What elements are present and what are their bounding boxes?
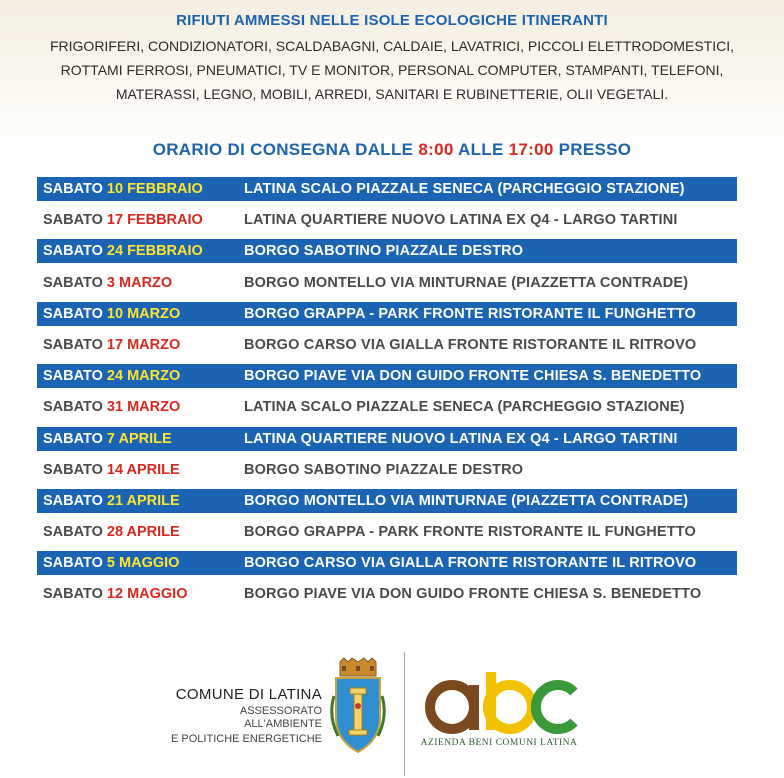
schedule-date-value: 28 APRILE: [106, 524, 180, 541]
comune-name: COMUNE DI LATINA: [175, 686, 322, 703]
schedule-day: SABATO: [43, 274, 103, 291]
schedule-row: [37, 489, 737, 513]
opening-hours-heading: [0, 140, 784, 160]
schedule-day: SABATO: [43, 461, 103, 478]
schedule-date: [43, 427, 172, 451]
schedule-date: [43, 582, 188, 606]
footer: [0, 650, 784, 778]
orario-middle: ALLE: [458, 140, 504, 159]
schedule-date-value: 24 MARZO: [106, 368, 181, 385]
schedule-date-value: 10 FEBBRAIO: [106, 181, 203, 197]
abc-logo: [420, 672, 580, 742]
schedule-row: [37, 271, 737, 295]
abc-caption: AZIENDA BENI COMUNI LATINA: [420, 738, 578, 748]
schedule-date-value: 17 FEBBRAIO: [106, 212, 203, 229]
schedule-row: [37, 333, 737, 357]
schedule-place: BORGO GRAPPA - PARK FRONTE RISTORANTE IL FUNGHETTO: [244, 305, 696, 322]
schedule-date: [43, 239, 203, 263]
schedule-place: LATINA QUARTIERE NUOVO LATINA EX Q4 - LARGO TARTINI: [244, 212, 678, 229]
schedule-day: SABATO: [43, 212, 103, 229]
schedule-date: [43, 271, 172, 295]
schedule-day: SABATO: [43, 586, 103, 603]
schedule-table: [37, 177, 737, 614]
schedule-row: [37, 395, 737, 419]
schedule-date-value: 7 APRILE: [106, 430, 172, 447]
schedule-date: [43, 177, 203, 201]
schedule-row: [37, 239, 737, 263]
waste-list-line-1: FRIGORIFERI, CONDIZIONATORI, SCALDABAGNI, CALDAIE, LAVATRICI, PICCOLI ELETTRODOMESTICI,: [49, 38, 735, 54]
schedule-row: [37, 177, 737, 201]
schedule-day: SABATO: [43, 243, 103, 260]
schedule-day: SABATO: [43, 492, 103, 509]
schedule-date-value: 17 MARZO: [106, 336, 181, 353]
schedule-place: BORGO MONTELLO VIA MINTURNAE (PIAZZETTA CONTRADE): [244, 492, 689, 509]
schedule-place: BORGO GRAPPA - PARK FRONTE RISTORANTE IL FUNGHETTO: [244, 524, 696, 541]
schedule-date-value: 31 MARZO: [106, 399, 181, 416]
schedule-row: [37, 458, 737, 482]
schedule-place: BORGO PIAVE VIA DON GUIDO FRONTE CHIESA S. BENEDETTO: [244, 368, 702, 385]
header-title: RIFIUTI AMMESSI NELLE ISOLE ECOLOGICHE ITINERANTI: [176, 12, 608, 29]
schedule-day: SABATO: [43, 368, 103, 385]
waste-list-line-3: MATERASSI, LEGNO, MOBILI, ARREDI, SANITARI E RUBINETTERIE, OLII VEGETALI.: [115, 86, 669, 102]
schedule-place: LATINA SCALO PIAZZALE SENECA (PARCHEGGIO STAZIONE): [244, 181, 685, 197]
schedule-day: SABATO: [43, 524, 103, 541]
schedule-date: [43, 364, 180, 388]
schedule-date: [43, 489, 180, 513]
schedule-place: BORGO CARSO VIA GIALLA FRONTE RISTORANTE IL RITROVO: [244, 336, 697, 353]
schedule-row: [37, 582, 737, 606]
schedule-day: SABATO: [43, 336, 103, 353]
schedule-row: [37, 302, 737, 326]
orario-suffix: PRESSO: [558, 140, 632, 159]
schedule-place: BORGO SABOTINO PIAZZALE DESTRO: [244, 243, 524, 260]
comune-department-2: E POLITICHE ENERGETICHE: [171, 733, 322, 745]
schedule-row: [37, 364, 737, 388]
schedule-day: SABATO: [43, 430, 103, 447]
schedule-row: [37, 208, 737, 232]
schedule-place: LATINA SCALO PIAZZALE SENECA (PARCHEGGIO STAZIONE): [244, 399, 685, 416]
schedule-date-value: 10 MARZO: [106, 305, 181, 322]
comune-block: [160, 686, 322, 746]
latina-crest-icon: [330, 656, 386, 756]
schedule-day: SABATO: [43, 305, 103, 322]
schedule-date: [43, 520, 180, 544]
schedule-place: BORGO PIAVE VIA DON GUIDO FRONTE CHIESA S. BENEDETTO: [244, 586, 702, 603]
schedule-row: [37, 551, 737, 575]
schedule-day: SABATO: [43, 181, 103, 197]
schedule-place: BORGO CARSO VIA GIALLA FRONTE RISTORANTE IL RITROVO: [244, 555, 697, 572]
header: [0, 8, 784, 106]
schedule-date: [43, 551, 179, 575]
schedule-date-value: 12 MAGGIO: [106, 586, 188, 603]
orario-end-time: 17:00: [508, 140, 554, 159]
schedule-row: [37, 427, 737, 451]
schedule-date: [43, 302, 180, 326]
schedule-date: [43, 395, 180, 419]
waste-list-line-2: ROTTAMI FERROSI, PNEUMATICI, TV E MONITOR, PERSONAL COMPUTER, STAMPANTI, TELEFONI,: [60, 62, 724, 78]
schedule-date: [43, 458, 180, 482]
schedule-day: SABATO: [43, 555, 103, 572]
schedule-place: BORGO MONTELLO VIA MINTURNAE (PIAZZETTA CONTRADE): [244, 274, 689, 291]
orario-prefix: ORARIO DI CONSEGNA DALLE: [152, 140, 414, 159]
schedule-date-value: 5 MAGGIO: [106, 555, 180, 572]
schedule-date-value: 24 FEBBRAIO: [106, 243, 203, 260]
schedule-date-value: 14 APRILE: [106, 461, 180, 478]
schedule-date: [43, 208, 203, 232]
schedule-row: [37, 520, 737, 544]
schedule-place: BORGO SABOTINO PIAZZALE DESTRO: [244, 461, 524, 478]
schedule-date-value: 21 APRILE: [106, 492, 180, 509]
comune-department-1: ASSESSORATO ALL'AMBIENTE: [239, 705, 322, 730]
schedule-place: LATINA QUARTIERE NUOVO LATINA EX Q4 - LARGO TARTINI: [244, 430, 678, 447]
orario-start-time: 8:00: [418, 140, 454, 159]
footer-divider: [404, 652, 405, 776]
schedule-date-value: 3 MARZO: [106, 274, 173, 291]
schedule-day: SABATO: [43, 399, 103, 416]
schedule-date: [43, 333, 180, 357]
